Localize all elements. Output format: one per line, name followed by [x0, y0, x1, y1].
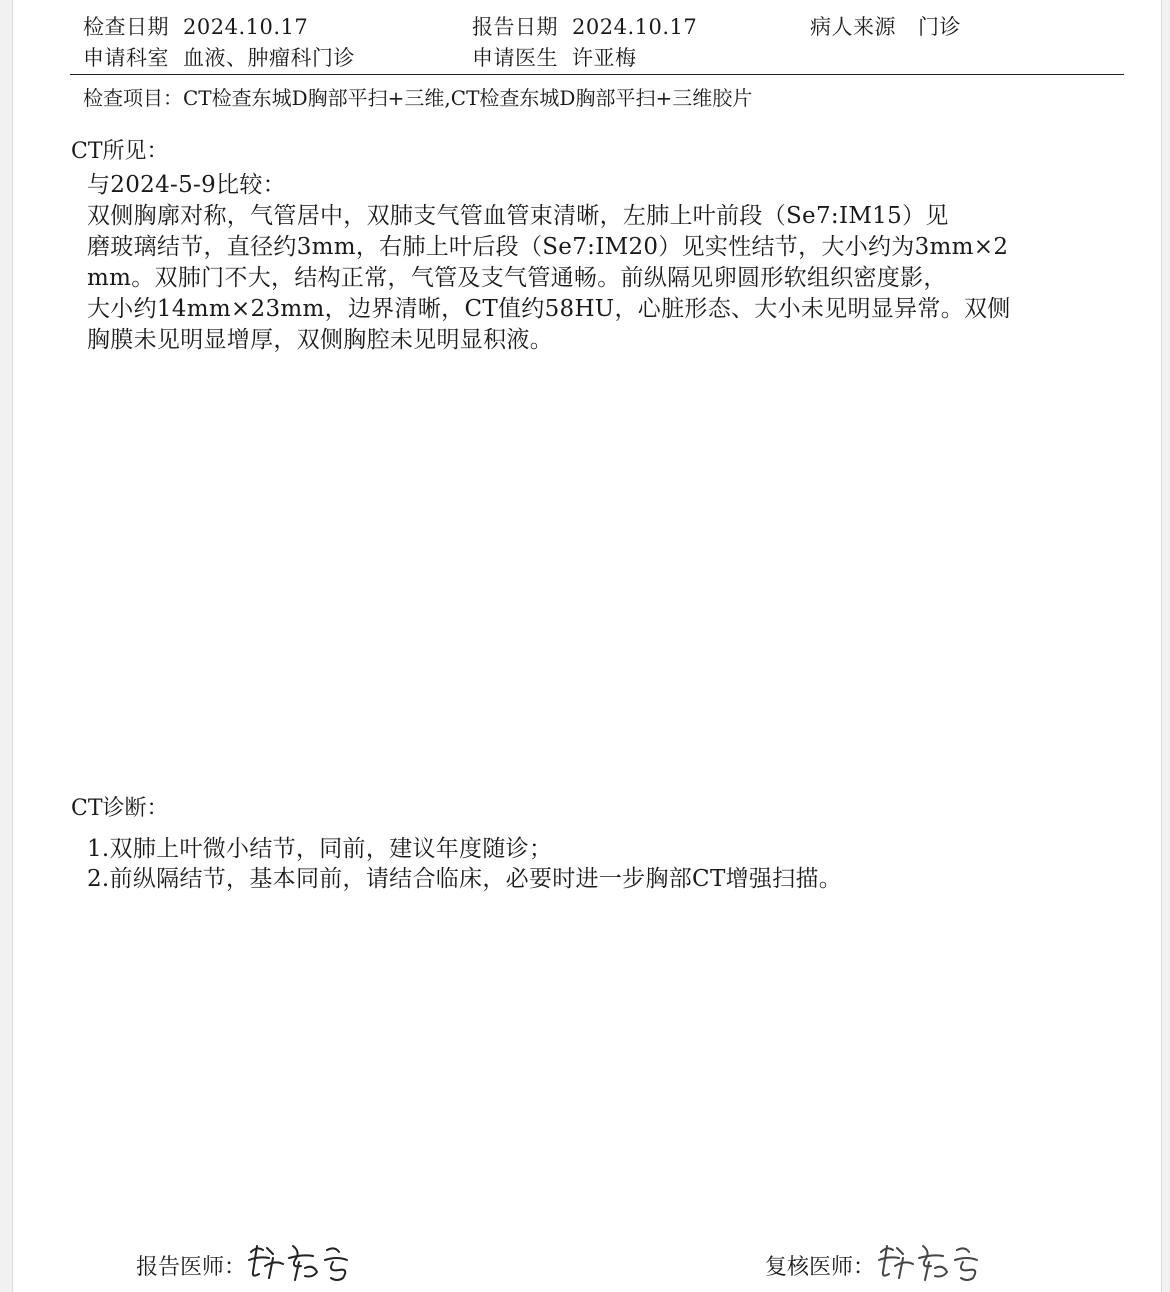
- report-doctor-signature: [243, 1238, 358, 1284]
- header-divider: [70, 74, 1124, 75]
- requesting-doctor-value: 许亚梅: [572, 46, 637, 70]
- department-value: 血液、肿瘤科门诊: [183, 46, 355, 70]
- requesting-doctor: [472, 42, 637, 72]
- report-date-value: 2024.10.17: [572, 15, 698, 39]
- exam-date-value: 2024.10.17: [183, 15, 309, 39]
- exam-items: 检查项目：CT检查东城D胸部平扫+三维,CT检查东城D胸部平扫+三维胶片: [83, 86, 753, 110]
- findings-line: mm。双肺门不大，结构正常，气管及支气管通畅。前纵隔见卵圆形软组织密度影，: [87, 265, 947, 291]
- department: [83, 42, 355, 72]
- findings-compare: 与2024-5-9比较：: [87, 172, 286, 198]
- report-date: [472, 11, 697, 41]
- diagnosis-item: 2.前纵隔结节，基本同前，请结合临床，必要时进一步胸部CT增强扫描。: [87, 866, 843, 892]
- findings-line: 胸膜未见明显增厚，双侧胸腔未见明显积液。: [87, 327, 553, 353]
- exam-date-label: 检查日期: [83, 15, 169, 39]
- findings-body: [87, 170, 1087, 356]
- findings-title: CT所见：: [71, 139, 169, 164]
- findings-line: 双侧胸廓对称，气管居中，双肺支气管血管束清晰，左肺上叶前段（Se7:IM15）见: [87, 203, 949, 229]
- exam-date: [83, 11, 308, 41]
- diagnosis-title: CT诊断：: [71, 796, 169, 821]
- report-page: [12, 0, 1162, 1292]
- review-doctor-signature: [873, 1238, 988, 1284]
- report-doctor-label: 报告医师：: [136, 1255, 247, 1280]
- patient-source-label: 病人来源: [810, 15, 896, 39]
- review-doctor-label: 复核医师：: [765, 1255, 876, 1280]
- findings-line: 大小约14mm×23mm，边界清晰，CT值约58HU，心脏形态、大小未见明显异常。双侧: [87, 296, 1011, 322]
- requesting-doctor-label: 申请医生: [472, 46, 558, 70]
- patient-source-value: 门诊: [918, 15, 961, 39]
- department-label: 申请科室: [83, 46, 169, 70]
- diagnosis-item: 1.双肺上叶微小结节，同前，建议年度随诊；: [87, 836, 553, 862]
- patient-source: [810, 11, 961, 41]
- report-date-label: 报告日期: [472, 15, 558, 39]
- findings-line: 磨玻璃结节，直径约3mm，右肺上叶后段（Se7:IM20）见实性结节，大小约为3mm×2: [87, 234, 1009, 260]
